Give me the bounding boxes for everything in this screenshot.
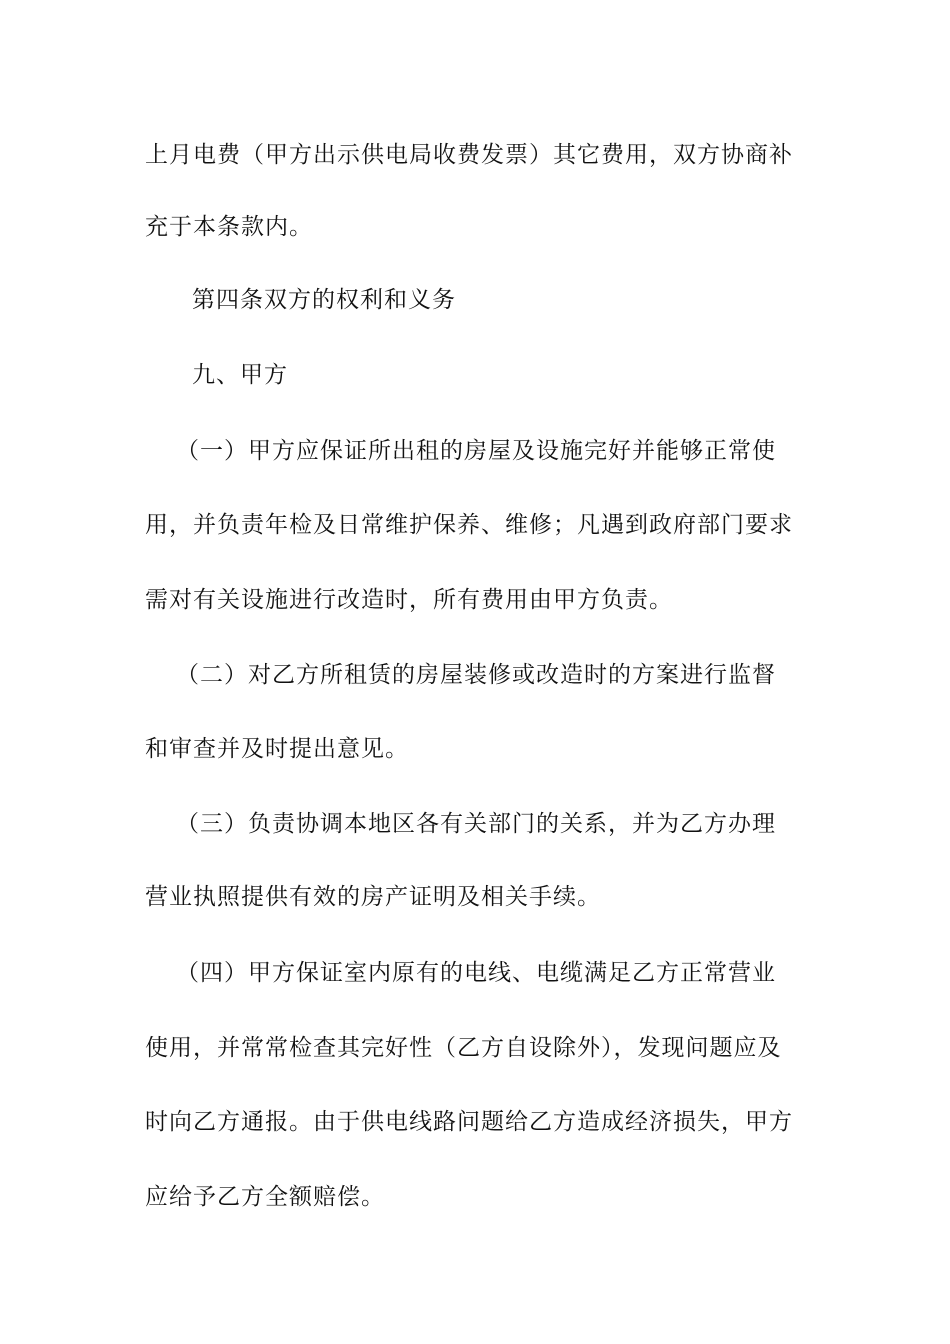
clause-2-line-1: （二）对乙方所租赁的房屋装修或改造时的方案进行监督 — [176, 662, 776, 688]
clause-3-line-1: （三）负责协调本地区各有关部门的关系，并为乙方办理 — [176, 811, 776, 837]
clause-3-line-2: 营业执照提供有效的房产证明及相关手续。 — [145, 884, 601, 910]
clause-1-line-3: 需对有关设施进行改造时，所有费用由甲方负责。 — [145, 587, 673, 613]
clause-1-line-1: （一）甲方应保证所出租的房屋及设施完好并能够正常使 — [176, 438, 776, 464]
text-line-2: 充于本条款内。 — [145, 214, 313, 240]
section-heading-party-a: 九、甲方 — [192, 362, 288, 388]
clause-2-line-2: 和审查并及时提出意见。 — [145, 736, 409, 762]
clause-4-line-1: （四）甲方保证室内原有的电线、电缆满足乙方正常营业 — [176, 960, 776, 986]
clause-1-line-2: 用，并负责年检及日常维护保养、维修；凡遇到政府部门要求 — [145, 512, 793, 538]
clause-4-line-2: 使用，并常常检查其完好性（乙方自设除外），发现问题应及 — [145, 1035, 782, 1061]
clause-4-line-3: 时向乙方通报。由于供电线路问题给乙方造成经济损失，甲方 — [145, 1109, 793, 1135]
text-line-1: 上月电费（甲方出示供电局收费发票）其它费用，双方协商补 — [145, 142, 793, 168]
clause-4-line-4: 应给予乙方全额赔偿。 — [145, 1184, 385, 1210]
article-heading: 第四条双方的权利和义务 — [192, 287, 456, 313]
